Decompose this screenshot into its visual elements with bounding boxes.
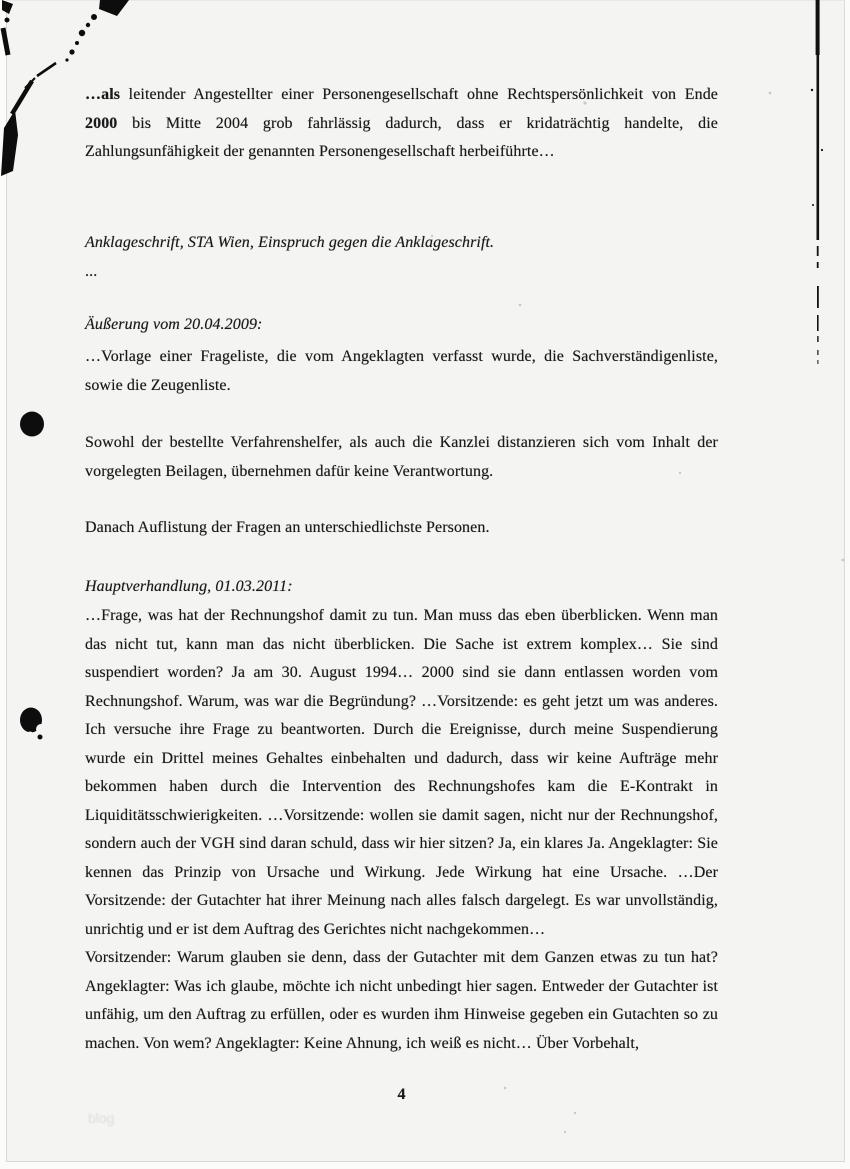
statement-heading: Äußerung vom 20.04.2009: bbox=[85, 316, 263, 333]
source-line: Anklageschrift, STA Wien, Einspruch gegen die Anklageschrift. bbox=[85, 234, 495, 251]
scan-artifact-blob-upper bbox=[20, 412, 44, 437]
distancing-paragraph: Sowohl der bestellte Verfahrenshelfer, als auch die Kanzlei distanzieren sich vom Inhalt der vorgelegten Beilagen, übernehmen dafür keine Verantwortung. bbox=[85, 434, 718, 480]
scan-artifact-right-line bbox=[811, 0, 823, 364]
blog-watermark: blog bbox=[88, 1110, 115, 1126]
listing-line: Danach Auflistung der Fragen an unterschiedlichste Personen. bbox=[85, 519, 490, 536]
page-number: 4 bbox=[397, 1086, 406, 1103]
quote-rest-text: bis Mitte 2004 grob fahrlässig dadurch, dass er kridaträchtig handelte, die Zahlungsunfähigkeit der genannten Personengesellschaft herbeiführte… bbox=[85, 114, 718, 160]
hearing-paragraph-2: Vorsitzender: Warum glauben sie denn, dass der Gutachter mit dem Ganzen etwas zu tun hat? Angeklagter: Was ich glaube, möchte ich nicht unbedingt hier sagen. Entweder der Gutachter ist unfähig, um den Auftrag zu erfüllen, oder es wurden ihm Hinweise gegeben ein Gutachten so zu machen. Von wem? Angeklagter: Keine Ahnung, ich weiß es nicht… Über Vorbehalt, bbox=[85, 949, 718, 1052]
quote-mid-text: leitender Angestellter einer Personengesellschaft ohne Rechtspersönlichkeit von Ende bbox=[120, 86, 718, 103]
scan-artifact-blob-lower bbox=[20, 708, 46, 740]
ellipsis-line: ... bbox=[85, 263, 98, 280]
quote-lead-bold: …als bbox=[85, 86, 121, 103]
indictment-quote-paragraph bbox=[85, 81, 718, 167]
hearing-heading: Hauptverhandlung, 01.03.2011: bbox=[85, 578, 293, 595]
statement-paragraph: …Vorlage einer Frageliste, die vom Angeklagten verfasst wurde, die Sachverständigenliste, sowie die Zeugenliste. bbox=[85, 348, 718, 394]
quote-year-bold: 2000 bbox=[85, 114, 118, 132]
hearing-transcript bbox=[85, 602, 718, 1058]
hearing-paragraph-1: …Frage, was hat der Rechnungshof damit zu tun. Man muss das eben überblicken. Wenn man das nicht tut, kann man das nicht überblicken. Die Sache ist extrem komplex… Sie sind suspendiert worden? Ja am 30. August 1994… 2000 sind sie dann entlassen worden vom Rechnungshof. Warum, was war die Begründung? …Vorsitzende: es geht jetzt um was anderes. Ich versuche ihre Frage zu beantworten. Durch die Ereignisse, durch meine Suspendierung wurde ein Drittel meines Gehaltes einbehalten und dadurch, dass wir keine Aufträge mehr bekommen haben durch die Intervention des Rechnungshofes kam die E-Kontrakt in Liquiditätsschwierigkeiten. …Vorsitzende: wollen sie damit sagen, nicht nur der Rechnungshof, sondern auch der VGH sind daran schuld, dass wir hier sitzen? Ja, ein klares Ja. Angeklagter: Sie kennen das Prinzip von Ursache und Wirkung. Jede Wirkung hat eine Ursache. …Der Vorsitzende: der Gutachter hat ihrer Meinung nach alles falsch dargelegt. Es war unvollständig, unrichtig und er ist dem Auftrag des Gerichtes nicht nachgekommen… bbox=[85, 607, 718, 938]
